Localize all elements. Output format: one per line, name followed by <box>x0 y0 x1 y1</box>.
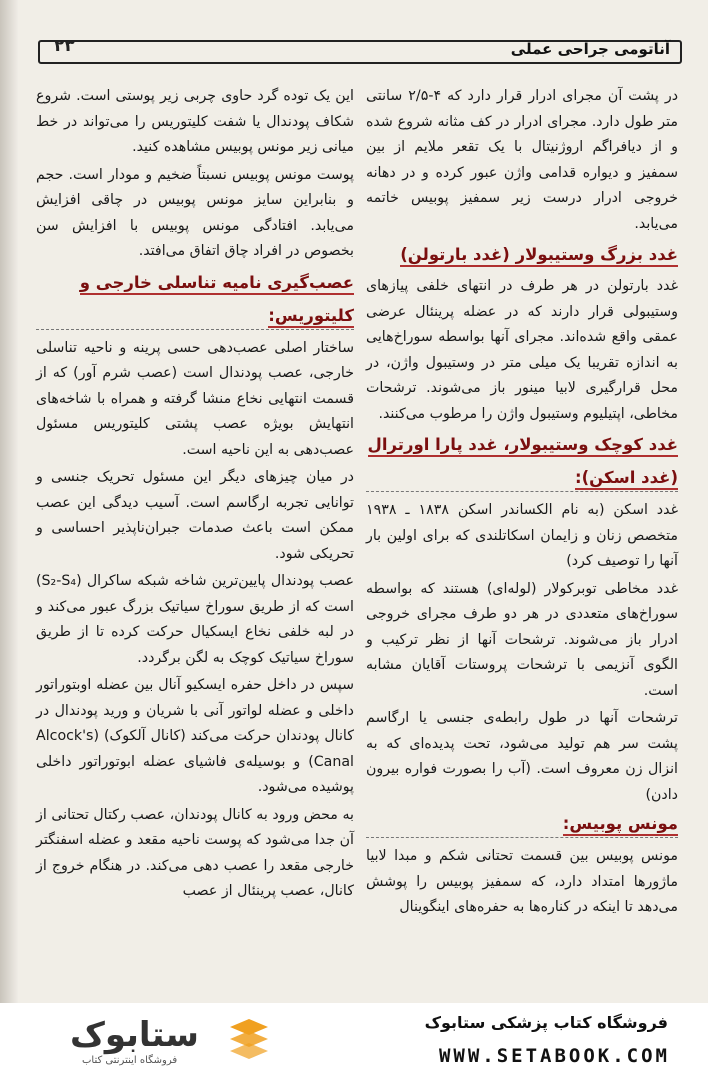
paragraph: سپس در داخل حفره ایسکیو آنال بین عضله اوبتوراتور داخلی و عضله لواتور آنی با شریان و ورید پودندال در کانال پودندان حرکت می‌کند (کانال آلکوک) (Alcock's Canal) و بوسیله‌ی فاشیای عضله ابوتوراتور داخلی پوشیده می‌شود. <box>36 677 354 795</box>
paragraph: غدد مخاطی توبرکولار (لوله‌ای) هستند که بواسطه سوراخ‌های متعددی در هر دو طرف مجرای خروجی ادرار باز می‌شوند. ترشحات آنها از نظر ترکیب و الگوی آنزیمی با ترشحات پروستات آقایان مشابه است. <box>366 580 678 699</box>
right-column <box>366 84 678 923</box>
section-heading <box>366 431 678 458</box>
section-heading-text: غدد بزرگ وستیبولار (غدد بارتولن) <box>400 245 678 267</box>
paragraph: در پشت آن مجرای ادرار قرار دارد که ۴-۲/۵ سانتی متر طول دارد. مجرای ادرار در کف مثانه شروع شده و از دیافراگم اروژنیتال با یک تقعر ملایم از بین سمفیز و دیواره قدامی واژن عبور کرده و در دهانه خروجی ادرار درست زیر سمفیز پوبیس خاتمه می‌یابد. <box>366 88 679 232</box>
paragraph: در میان چیزهای دیگر این مسئول تحریک جنسی و توانایی تجربه ارگاسم است. آسیب دیدگی این عصب ممکن است باعث صدمات جبران‌ناپذیر احساسی و تحریکی شود. <box>36 469 354 562</box>
section-heading <box>36 269 354 296</box>
chapter-title: آناتومی جراحی عملی <box>510 40 670 58</box>
logo-word: ستابوک <box>70 1015 199 1055</box>
section-subheading-text: (غدد اسکن): <box>575 468 678 490</box>
paragraph: مونس پوبیس بین قسمت تحتانی شکم و مبدا لابیا ماژورها امتداد دارد، که سمفیز پوبیس را پوشش می‌دهد تا اینکه در کناره‌ها به حفره‌های اینگوینال <box>366 848 678 915</box>
store-logo <box>40 1015 270 1071</box>
paragraph: به محض ورود به کانال پودندان، عصب رکتال تحتانی از آن جدا می‌شود که پوست ناحیه مقعد و عضله اسفنگتر خارجی مقعد را عصب دهی می‌کند. در هنگام خروج از کانال، عصب پرینئال از عصب <box>36 806 354 899</box>
paragraph: این یک توده گرد حاوی چربی زیر پوستی است. شروع شکاف پودندال یا شفت کلیتوریس را می‌تواند در خط میانی زیر مونس پوبیس مشاهده کنید. <box>36 88 354 155</box>
page-header <box>38 30 682 70</box>
paragraph: غدد اسکن (به نام الکساندر اسکن ۱۸۳۸ ـ ۱۹۳۸ متخصص زنان و زایمان اسکاتلندی که برای اولین بار آنها را توصیف کرد) <box>366 502 678 569</box>
section-heading-text: غدد کوچک وستیبولار، غدد پارا اورترال <box>368 435 678 457</box>
paragraph: ترشحات آنها در طول رابطه‌ی جنسی یا ارگاسم پشت سر هم تولید می‌شود، تحت پدیده‌ای که به انزال زن معروف است. (آب را بصورت فواره بیرون دادن) <box>366 710 678 803</box>
book-stack-icon <box>228 1017 270 1067</box>
page-number: ۲۳ <box>54 36 75 56</box>
store-url: WWW.SETABOOK.COM <box>438 1045 670 1067</box>
watermark-footer <box>0 1003 708 1080</box>
section-heading-text: عصب‌گیری نامیه تناسلی خارجی و <box>80 273 354 295</box>
paragraph: عصب پودندال پایین‌ترین شاخه شبکه ساکرال (S₂-S₄) است که از طریق سوراخ سیاتیک بزرگ عبور می‌کند و در لبه خلفی نخاع ایسکیال حرکت کرده تا از طریق سوراخ سیاتیک کوچک به لگن برگردد. <box>36 573 354 666</box>
paragraph: پوست مونس پوبیس نسبتاً ضخیم و مودار است. حجم و بنابراین سایز مونس پوبیس در چاقی افزایش می‌یابد. افتادگی مونس پوبیس با افزایش سن بخصوص در افراد چاق اتفاق می‌افتد. <box>36 166 354 259</box>
section-heading <box>366 241 678 268</box>
section-heading-text: مونس پوبیس: <box>563 814 678 836</box>
logo-tagline: فروشگاه اینترنتی کتاب <box>82 1055 178 1066</box>
section-heading-text: کلیتوریس: <box>268 306 354 328</box>
paragraph: ساختار اصلی عصب‌دهی حسی پرینه و ناحیه تناسلی خارجی، عصب پودندال است (عصب شرم آور) که از قسمت انتهایی نخاع منشا گرفته و همراه با شاخه‌های انتهایش بویژه عصب پشتی کلیتوریس مسئول عصب‌دهی به این ناحیه است. <box>36 339 354 458</box>
section-heading <box>366 810 678 838</box>
paragraph: غدد بارتولن در هر طرف در انتهای خلفی پیازهای وستیبولی قرار دارند که در عضله پرینئال عرضی عمقی واقع شده‌اند. مجرای آنها بواسطه سوراخ‌هایی به اندازه تقریبا یک میلی متر در وستیبول واژن، در محل قرارگیری لابیا مینور باز می‌شوند. ترشحات مخاطی، اپتیلیوم وستیبول واژن را مرطوب می‌کنند. <box>366 278 678 422</box>
section-heading-continued <box>36 302 354 330</box>
section-subheading <box>366 464 678 492</box>
left-column <box>36 84 354 907</box>
store-name: فروشگاه کتاب پزشکی ستابوک <box>424 1013 668 1032</box>
